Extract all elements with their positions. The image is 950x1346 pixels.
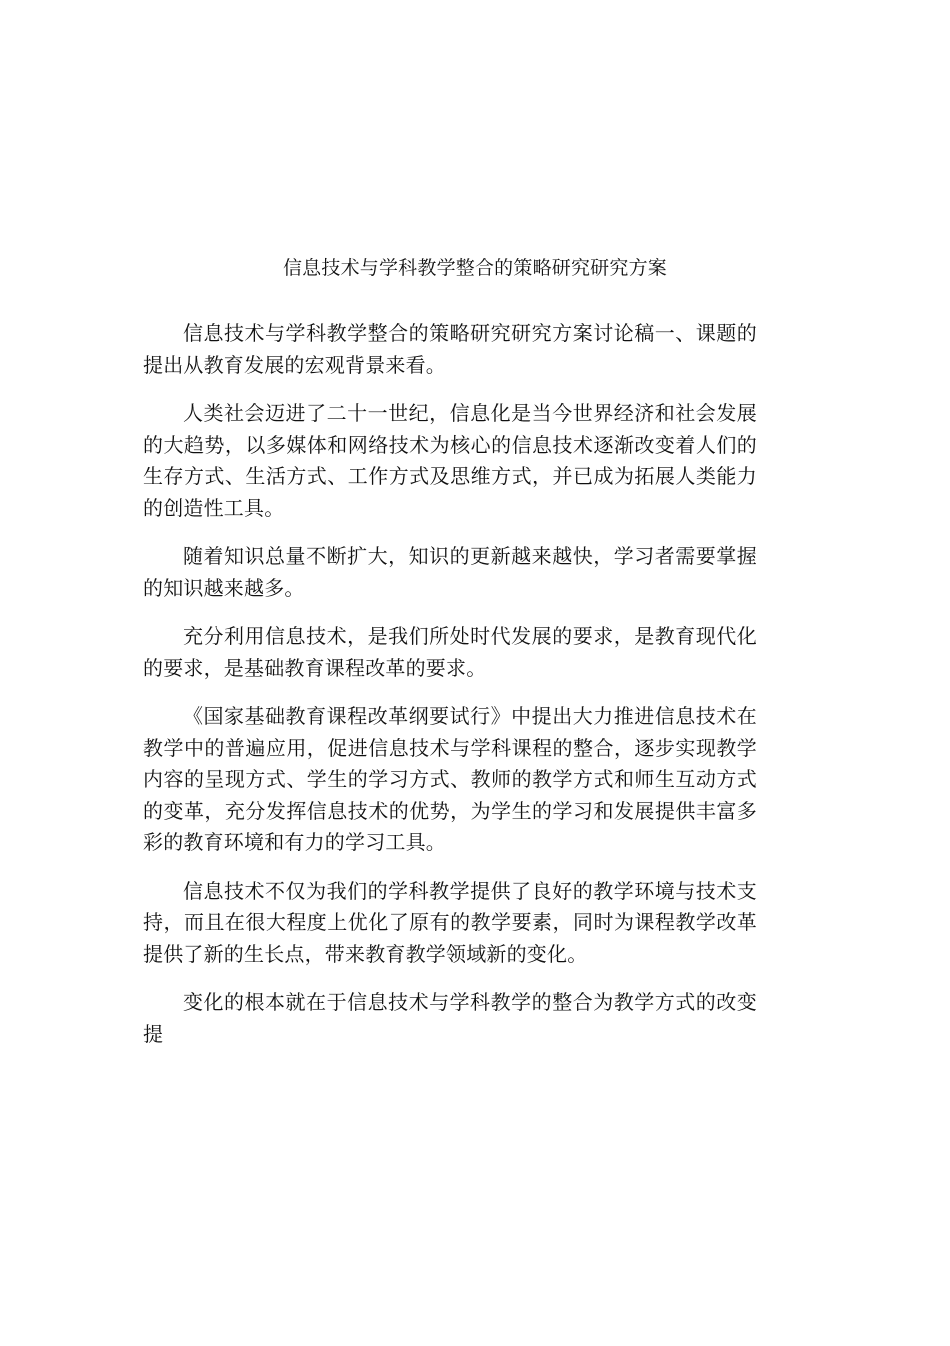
document-title: 信息技术与学科教学整合的策略研究研究方案	[282, 257, 667, 279]
paragraph-requirements: 充分利用信息技术，是我们所处时代发展的要求，是教育现代化的要求，是基础教育课程改革的要求。	[143, 624, 757, 680]
paragraph-intro: 信息技术与学科教学整合的策略研究研究方案讨论稿一、课题的提出从教育发展的宏观背景来看。	[143, 321, 757, 377]
paragraph-curriculum-reform: 《国家基础教育课程改革纲要试行》中提出大力推进信息技术在教学中的普遍应用，促进信息技术与学科课程的整合，逐步实现教学内容的呈现方式、学生的学习方式、教师的教学方式和师生互动方式的变革，充分发挥信息技术的优势，为学生的学习和发展提供丰富多彩的教育环境和有力的学习工具。	[143, 704, 757, 854]
paragraph-change-root: 变化的根本就在于信息技术与学科教学的整合为教学方式的改变提	[143, 990, 757, 1046]
paragraph-knowledge-growth: 随着知识总量不断扩大，知识的更新越来越快，学习者需要掌握的知识越来越多。	[143, 544, 757, 600]
paragraph-information-society: 人类社会迈进了二十一世纪，信息化是当今世界经济和社会发展的大趋势，以多媒体和网络技术为核心的信息技术逐渐改变着人们的生存方式、生活方式、工作方式及思维方式，并已成为拓展人类能力的创造性工具。	[143, 401, 757, 520]
document-body	[143, 318, 757, 1067]
paragraph-technology-support: 信息技术不仅为我们的学科教学提供了良好的教学环境与技术支持，而且在很大程度上优化了原有的教学要素，同时为课程教学改革提供了新的生长点，带来教育教学领域新的变化。	[143, 878, 757, 966]
